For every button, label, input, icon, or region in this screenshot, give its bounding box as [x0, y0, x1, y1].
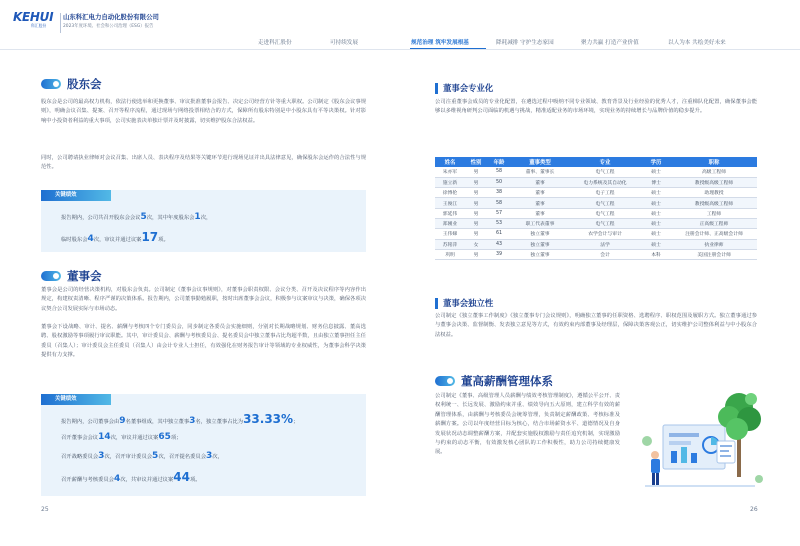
table-cell: 郭延伟 — [435, 208, 465, 218]
pill-bullet-icon — [435, 376, 455, 386]
table-row — [435, 218, 757, 228]
table-cell: 61 — [487, 229, 511, 239]
page-number-right: 26 — [750, 506, 758, 513]
table-cell: 男 — [465, 198, 487, 208]
table-cell: 57 — [487, 208, 511, 218]
table-cell: 董事 — [511, 188, 569, 198]
column-header: 专业 — [569, 157, 641, 167]
section-title-compensation: 董高薪酬管理体系 — [435, 373, 553, 389]
table-cell: 50 — [487, 177, 511, 187]
table-cell: 电气工程 — [569, 198, 641, 208]
table-cell: 硕士 — [641, 229, 671, 239]
table-cell: 电气工程 — [569, 208, 641, 218]
nav-item-environment[interactable]: 降耗减排 守护生态家园 — [496, 40, 554, 46]
nav-item-sustainability[interactable]: 可持续发展 — [330, 40, 358, 46]
table-cell: 郑刚业 — [435, 218, 465, 228]
table-row — [435, 239, 757, 249]
table-cell: 职工代表董事 — [511, 218, 569, 228]
kpi-line: 召开战略委员会3次，召开审计委员会5次，召开提名委员会3次， — [61, 451, 223, 461]
company-name: 山东科汇电力自动化股份有限公司 — [63, 12, 159, 21]
table-cell: 男 — [465, 188, 487, 198]
column-header: 姓名 — [435, 157, 465, 167]
table-cell: 男 — [465, 177, 487, 187]
table-cell: 董事、董事长 — [511, 167, 569, 177]
kpi-panel-shareholders — [41, 190, 366, 252]
table-cell: 38 — [487, 188, 511, 198]
table-row — [435, 229, 757, 239]
tree-illustration-icon — [625, 385, 765, 505]
table-cell: 独立董事 — [511, 249, 569, 259]
page-number-left: 25 — [41, 506, 49, 513]
title-bar — [435, 298, 438, 309]
table-cell: 朱亦军 — [435, 167, 465, 177]
table-row — [435, 198, 757, 208]
board-paragraph-1: 董事会是公司的经营决策机构，对股东会负责。公司制定《董事会议事规则》，对董事会职责权限、会议分类、召开及决议程序等内容作出规定，构建权责清晰、程序严谨的决策体系。报告期内，公司董事勤勉履职，按时出席董事会会议，积极参与议案审议与决策，确保各项决议契合公司发展实际与市场动态。 — [41, 287, 366, 312]
table-cell: 执业律师 — [671, 239, 757, 249]
logo-mark-icon — [13, 9, 59, 31]
table-cell: 王俊江 — [435, 198, 465, 208]
table-cell: 美国注册会计师 — [671, 249, 757, 259]
table-cell: 徐博伦 — [435, 188, 465, 198]
table-cell: 硕士 — [641, 218, 671, 228]
nav-item-governance[interactable]: 规范治理 筑牢发展根基 — [411, 40, 469, 46]
table-cell: 53 — [487, 218, 511, 228]
table-cell: 58 — [487, 167, 511, 177]
table-cell: 教授级高级工程师 — [671, 198, 757, 208]
table-cell: 农学会计与审计 — [569, 229, 641, 239]
table-cell: 硕士 — [641, 167, 671, 177]
column-header: 性别 — [465, 157, 487, 167]
logo-sub: 科汇股份 — [31, 23, 47, 28]
column-header: 年龄 — [487, 157, 511, 167]
pill-bullet-icon — [41, 271, 61, 281]
table-cell: 博士 — [641, 177, 671, 187]
table-cell: 电力系统及其自动化 — [569, 177, 641, 187]
shareholders-paragraph-1: 股东会是公司的最高权力机构，依法行使选举和更换董事、审议批准董事会报告、决定公司经营方针等重大职权。公司制定《股东会议事规则》，明确会议召集、提案、召开等程序流程，通过现场与网络投票相结合的方式，保障所有股东特别是中小股东具有平等决策权。针对影响中小投资者利益的重大事项，公司实施表决单独计票并及时披露，切实维护股东合法权益。 — [41, 99, 366, 124]
table-cell: 男 — [465, 208, 487, 218]
table-cell: 高级工程师 — [671, 167, 757, 177]
subsection-title-independence: 董事会独立性 — [435, 297, 493, 309]
professional-paragraph: 公司注重董事会成员的专业化配置，在遴选过程中吸纳不同专业领域、教育背景及行业经验的优秀人才，注重梯队化配置，确保董事会能够以多维视角研判公司面临的机遇与挑战，精准适配业务的市场环境，实现业务的持续增长与品牌价值的稳步提升。 — [435, 99, 757, 115]
table-cell: 注册会计师、正高级会计师 — [671, 229, 757, 239]
table-cell: 正高级工程师 — [671, 218, 757, 228]
column-header: 董事类型 — [511, 157, 569, 167]
table-cell: 男 — [465, 167, 487, 177]
table-cell: 男 — [465, 229, 487, 239]
logo-wordmark: KEHUI — [13, 10, 54, 24]
table-cell: 王伟娣 — [435, 229, 465, 239]
table-cell: 本科 — [641, 249, 671, 259]
kpi-line: 报告期内，公司董事会由9名董事组成，其中独立董事3名，独立董事占比为33.33%； — [61, 412, 299, 426]
table-cell: 巩明 — [435, 249, 465, 259]
column-header: 学历 — [641, 157, 671, 167]
table-cell: 女 — [465, 239, 487, 249]
table-cell: 董事 — [511, 177, 569, 187]
table-cell: 施立新 — [435, 177, 465, 187]
table-cell: 助理教授 — [671, 188, 757, 198]
kpi-line: 召开薪酬与考核委员会4次，共审议并通过议案44项。 — [61, 470, 201, 484]
page-header — [0, 0, 800, 52]
nav-item-people[interactable]: 以人为本 共绘美好未来 — [668, 40, 726, 46]
pill-bullet-icon — [41, 79, 61, 89]
company-logo — [13, 9, 159, 31]
kpi-label: 关键绩效 — [41, 394, 111, 405]
table-header-row — [435, 157, 757, 167]
table-cell: 硕士 — [641, 198, 671, 208]
table-cell: 独立董事 — [511, 229, 569, 239]
nav-item-about[interactable]: 走进科汇股份 — [258, 40, 292, 46]
kpi-line: 临时股东会4次，审议并通过议案17项。 — [61, 230, 169, 244]
table-cell: 法学 — [569, 239, 641, 249]
table-cell: 董事 — [511, 208, 569, 218]
shareholders-paragraph-2: 同时，公司聘请执业律师对会议召集、出席人员、表决程序及结果等关键环节进行现场见证并出具法律意见，确保股东会运作的合法性与规范性。 — [41, 155, 366, 171]
column-header: 职称 — [671, 157, 757, 167]
board-paragraph-2: 董事会下设战略、审计、提名、薪酬与考核四个专门委员会，同步制定各委员会实施细则，分别对长期战略规划、财务信息披露、董高选聘、股权激励等事项履行审议职能。其中，审计委员会、薪酬与考核委员会、提名委员会中独立董事占比均超半数，且由独立董事担任主任委员（召集人）；审计委员会主任委员（召集人）由会计专业人士担任，有效强化在财务报告审计等领域的专业权威性，为董事会科学决策提供有力支撑。 — [41, 324, 366, 359]
compensation-paragraph: 公司制定《董事、高级管理人员薪酬与绩效考核管理制度》，遵循公平公开、责权利统一、长远发展、激励约束并重、绩效导向五大原则，建立科学有效的薪酬管理体系，由薪酬与考核委员会统筹管理，负责制定薪酬政策、考核标准及薪酬方案。公司以年度经营目标为核心，结合市场薪资水平、道德情况及自身发展状况动态调整薪酬方案，并配套实施股权激励与责任追究机制，实现激励与约束的动态平衡，有效激发核心团队的工作积极性，助力公司持续健康发展。 — [435, 393, 620, 456]
table-row — [435, 167, 757, 177]
table-row — [435, 188, 757, 198]
table-cell: 43 — [487, 239, 511, 249]
kpi-panel-board — [41, 394, 366, 496]
kpi-line: 召开董事会会议14次，审议并通过议案65项； — [61, 432, 182, 442]
table-cell: 硕士 — [641, 239, 671, 249]
table-cell: 58 — [487, 198, 511, 208]
table-cell: 独立董事 — [511, 239, 569, 249]
title-bar — [435, 83, 438, 94]
kpi-label: 关键绩效 — [41, 190, 111, 201]
header-divider — [0, 49, 800, 50]
table-row — [435, 177, 757, 187]
board-members-table — [435, 157, 757, 260]
table-cell: 教授级高级工程师 — [671, 177, 757, 187]
table-cell: 苏铭萍 — [435, 239, 465, 249]
independence-paragraph: 公司制定《独立董事工作制度》《独立董事专门会议规则》，明确独立董事的任职资格、选聘程序、职权范围及履职方式。独立董事通过参与董事会决策、监督制衡、发表独立意见等方式，有效约束内部董事及经理层，保障决策客观公正，切实维护公司整体利益与中小股东合法权益。 — [435, 313, 757, 338]
table-cell: 董事 — [511, 198, 569, 208]
section-title-shareholders: 股东会 — [41, 76, 102, 92]
table-cell: 男 — [465, 249, 487, 259]
kpi-line: 报告期内，公司共召开股东会会议5次，其中年度股东会1次， — [61, 212, 212, 222]
table-cell: 电气工程 — [569, 167, 641, 177]
logo-divider — [60, 13, 61, 33]
table-cell: 电气工程 — [569, 218, 641, 228]
report-name: 2023年度环境、社会和公司治理（ESG）报告 — [63, 23, 154, 29]
nav-item-industry[interactable]: 聚力共赢 打造产业价值 — [581, 40, 639, 46]
table-cell: 男 — [465, 218, 487, 228]
table-cell: 硕士 — [641, 208, 671, 218]
section-title-board: 董事会 — [41, 268, 102, 284]
table-cell: 会计 — [569, 249, 641, 259]
table-cell: 39 — [487, 249, 511, 259]
subsection-title-professional: 董事会专业化 — [435, 82, 493, 94]
table-cell: 工程师 — [671, 208, 757, 218]
table-cell: 电子工程 — [569, 188, 641, 198]
table-cell: 硕士 — [641, 188, 671, 198]
table-row — [435, 249, 757, 259]
table-row — [435, 208, 757, 218]
